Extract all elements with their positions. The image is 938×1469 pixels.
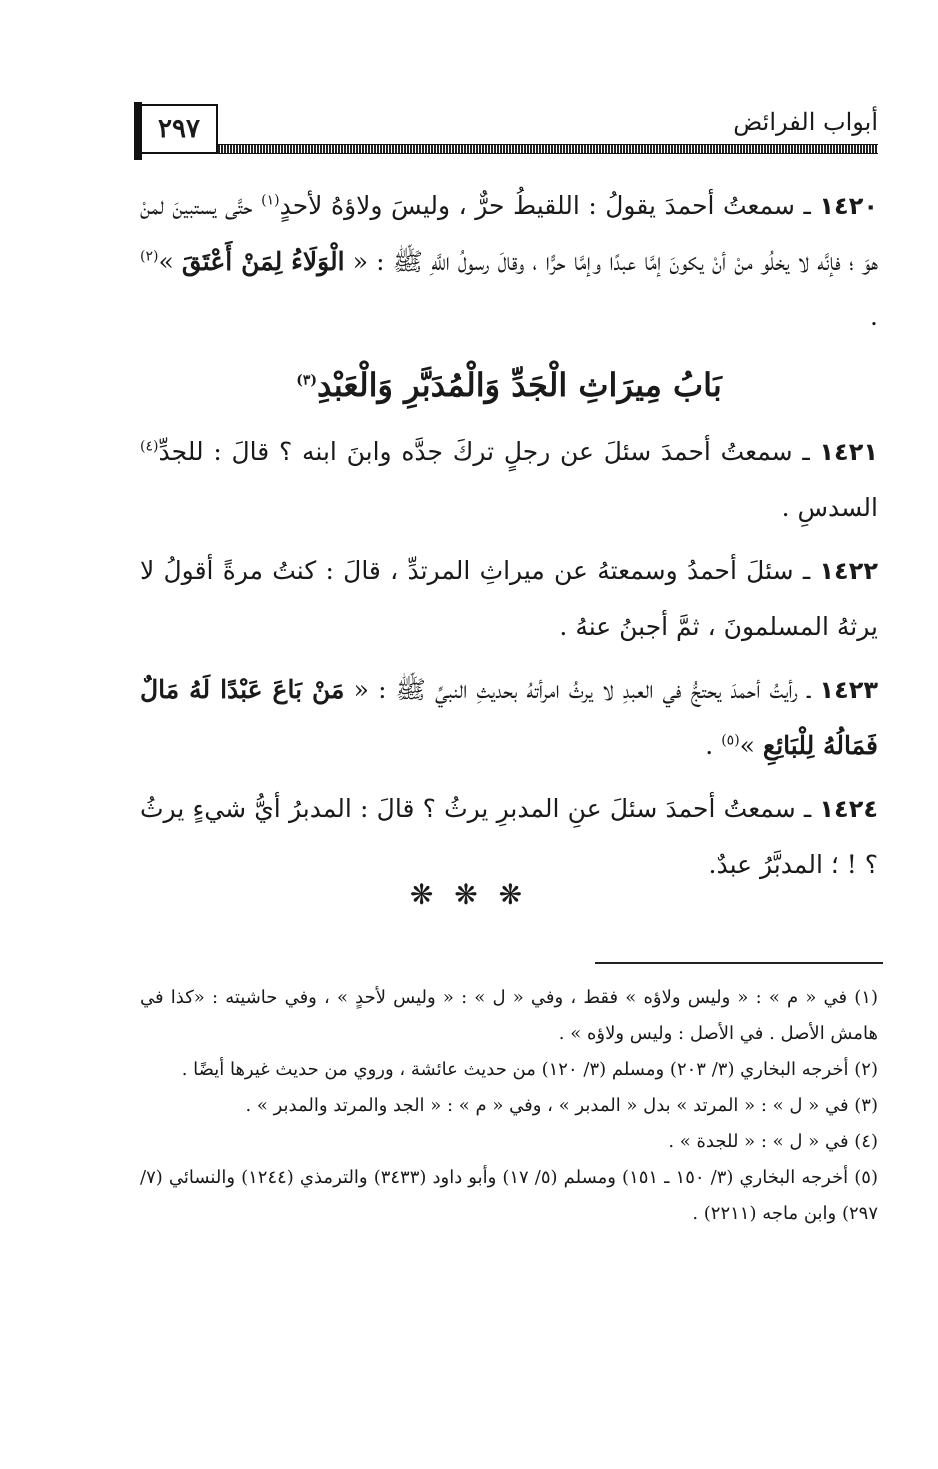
spacer bbox=[140, 773, 878, 781]
footnote-ref: (٢) bbox=[140, 248, 159, 265]
header-rule bbox=[218, 144, 878, 154]
paragraph-number: ١٤٢٠ bbox=[819, 192, 878, 220]
paragraph-text: ـ سمعتُ أحمدَ سئلَ عنِ المدبرِ يرثُ ؟ قالَ : المدبرُ أيُّ شيءٍ يرثُ ؟ ! ؛ المدبَّرُ عبدٌ. bbox=[140, 794, 878, 879]
paragraph-text: . bbox=[870, 302, 878, 331]
paragraph-text: ـ سمعتُ أحمدَ سئلَ عن رجلٍ تركَ جدَّه وابنَ ابنه ؟ قالَ : للجدِّ bbox=[158, 437, 820, 466]
paragraph-1423 bbox=[140, 662, 878, 773]
footnotes bbox=[140, 980, 878, 1232]
paragraph-1424 bbox=[140, 781, 878, 892]
hadith-quote: الْوَلَاءُ لِمَنْ أَعْتَقَ bbox=[181, 247, 345, 276]
paragraph-1420 bbox=[140, 178, 878, 344]
paragraph-text: السدسِ . bbox=[781, 493, 878, 522]
footnote-rule bbox=[595, 962, 883, 964]
paragraph-text: حتَّى يستبينَ لمنْ هوَ ؛ فإنَّه لا يخلُو منْ أنْ يكونَ إمَّا عبدًا وإمَّا حرًّا ، وقالَ رسولُ اللَّهِ ﷺ : « bbox=[140, 191, 879, 276]
paragraph-number: ١٤٢٣ bbox=[819, 676, 879, 704]
paragraph-text: ـ رأيتُ أحمدَ يحتجُّ في العبدِ لا يرثُ امرأتهُ بحديثِ النبيِّ ﷺ : « bbox=[344, 675, 820, 704]
paragraph-text: » bbox=[739, 731, 763, 760]
spacer bbox=[140, 654, 878, 662]
page-header bbox=[140, 96, 878, 158]
chapter-title bbox=[140, 354, 878, 416]
paragraph-text: . bbox=[705, 731, 722, 760]
footnote-ref: (٣) bbox=[296, 372, 317, 389]
footnote-ref: (٥) bbox=[721, 732, 740, 749]
footnote-5: (٥) أخرجه البخاري (٣/ ١٥٠ ـ ١٥١) ومسلم (٥/ ١٧) وأبو داود (٣٤٣٣) والترمذي (١٢٤٤) والنسائي (٧/ ٢٩٧) وابن ماجه (٢٢١١) . bbox=[140, 1167, 878, 1224]
spacer bbox=[140, 535, 878, 543]
footnote-1: (١) في « م » : « وليس ولاؤه » فقط ، وفي « ل » : « وليس لأحدٍ » ، وفي حاشيته : «كذا في هامش الأصل . في الأصل : وليس ولاؤه » . bbox=[140, 987, 878, 1044]
paragraph-text: ـ سمعتُ أحمدَ يقولُ : اللقيطُ حرٌّ ، وليسَ ولاؤهُ لأحدٍ bbox=[279, 191, 820, 220]
paragraph-text: » bbox=[158, 247, 182, 276]
main-text bbox=[140, 178, 878, 892]
page-number: ٢٩٧ bbox=[140, 104, 218, 154]
paragraph-text: ـ سئلَ أحمدُ وسمعتهُ عن ميراثِ المرتدِّ ، قالَ : كنتُ مرةً أقولُ لا يرثهُ المسلمونَ ، ثمَّ أجبنُ عنهُ . bbox=[140, 556, 878, 641]
footnote-2: (٢) أخرجه البخاري (٣/ ٢٠٣) ومسلم (٣/ ١٢٠) من حديث عائشة ، وروي من حديث غيرها أيضًا . bbox=[181, 1059, 878, 1080]
running-title: أبواب الفرائض bbox=[733, 108, 878, 136]
footnote-ref: (٤) bbox=[140, 438, 159, 455]
paragraph-number: ١٤٢٢ bbox=[819, 557, 878, 585]
footnote-3: (٣) في « ل » : « المرتد » بدل « المدبر » ، وفي « م » : « الجد والمرتد والمدبر » . bbox=[245, 1095, 878, 1116]
paragraph-1422 bbox=[140, 543, 878, 654]
hadith-quote: مَنْ بَاعَ عَبْدًا لَهُ مَالٌ فَمَالُهُ لِلْبَائِعِ bbox=[140, 675, 878, 760]
footnote-4: (٤) في « ل » : « للجدة » . bbox=[668, 1131, 878, 1152]
section-separator: ❋ ❋ ❋ bbox=[409, 878, 529, 911]
chapter-title-text: بَابُ مِيرَاثِ الْجَدِّ وَالْمُدَبَّرِ وَالْعَبْدِ bbox=[316, 366, 722, 404]
paragraph-number: ١٤٢١ bbox=[819, 438, 878, 466]
footnote-ref: (١) bbox=[261, 192, 280, 209]
paragraph-number: ١٤٢٤ bbox=[819, 795, 878, 823]
paragraph-1421 bbox=[140, 424, 878, 535]
